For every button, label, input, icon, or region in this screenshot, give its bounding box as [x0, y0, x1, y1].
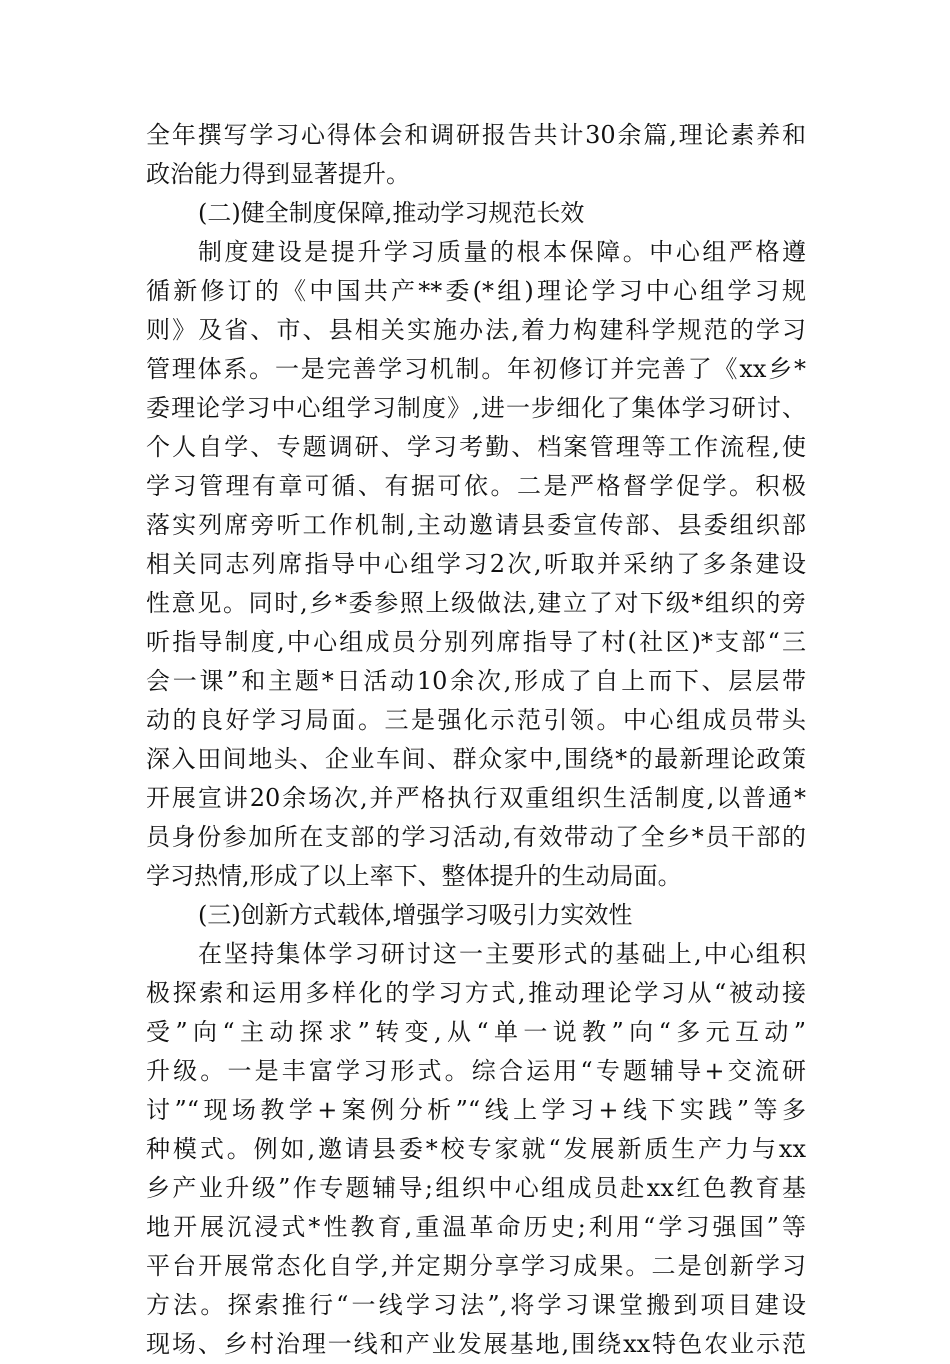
paragraph-line: 员身份参加所在支部的学习活动,有效带动了全乡*员干部的 [146, 823, 806, 851]
paragraph-line: 地开展沉浸式*性教育,重温革命历史;利用“学习强国”等 [146, 1213, 806, 1241]
paragraph-line: 现场、乡村治理一线和产业发展基地,围绕xx特色农业示范 [146, 1330, 806, 1358]
paragraph-line: 动的良好学习局面。三是强化示范引领。中心组成员带头 [146, 706, 806, 734]
paragraph-line: 学习热情,形成了以上率下、整体提升的生动局面。 [146, 862, 682, 890]
paragraph-line: 则》及省、市、县相关实施办法,着力构建科学规范的学习 [146, 316, 806, 344]
paragraph-line: 讨”“现场教学+案例分析”“线上学习+线下实践”等多 [146, 1096, 806, 1124]
paragraph-line: 制度建设是提升学习质量的根本保障。中心组严格遵 [198, 238, 806, 266]
paragraph-line: 管理体系。一是完善学习机制。年初修订并完善了《xx乡* [146, 355, 806, 383]
paragraph-line: 升级。一是丰富学习形式。综合运用“专题辅导+交流研 [146, 1057, 806, 1085]
paragraph-line: 平台开展常态化自学,并定期分享学习成果。二是创新学习 [146, 1252, 806, 1280]
paragraph-line: 种模式。例如,邀请县委*校专家就“发展新质生产力与xx [146, 1135, 806, 1163]
paragraph-line: 相关同志列席指导中心组学习2次,听取并采纳了多条建设 [146, 550, 806, 578]
paragraph-line: 政治能力得到显著提升。 [146, 160, 410, 188]
paragraph-line: 委理论学习中心组学习制度》,进一步细化了集体学习研讨、 [146, 394, 806, 422]
paragraph-line: 全年撰写学习心得体会和调研报告共计30余篇,理论素养和 [146, 121, 806, 149]
section-heading: (二)健全制度保障,推动学习规范长效 [198, 199, 585, 227]
paragraph-line: 会一课”和主题*日活动10余次,形成了自上而下、层层带 [146, 667, 806, 695]
paragraph-line: 乡产业升级”作专题辅导;组织中心组成员赴xx红色教育基 [146, 1174, 806, 1202]
paragraph-line: 极探索和运用多样化的学习方式,推动理论学习从“被动接 [146, 979, 806, 1007]
paragraph-line: 深入田间地头、企业车间、群众家中,围绕*的最新理论政策 [146, 745, 806, 773]
paragraph-line: 在坚持集体学习研讨这一主要形式的基础上,中心组积 [198, 940, 806, 968]
paragraph-line: 受”向“主动探求”转变,从“单一说教”向“多元互动” [146, 1018, 806, 1046]
paragraph-line: 循新修订的《中国共产**委(*组)理论学习中心组学习规 [146, 277, 806, 305]
paragraph-line: 性意见。同时,乡*委参照上级做法,建立了对下级*组织的旁 [146, 589, 806, 617]
section-heading: (三)创新方式载体,增强学习吸引力实效性 [198, 901, 633, 929]
paragraph-line: 落实列席旁听工作机制,主动邀请县委宣传部、县委组织部 [146, 511, 806, 539]
paragraph-line: 方法。探索推行“一线学习法”,将学习课堂搬到项目建设 [146, 1291, 806, 1319]
paragraph-line: 学习管理有章可循、有据可依。二是严格督学促学。积极 [146, 472, 806, 500]
document-body [146, 116, 806, 1364]
paragraph-line: 开展宣讲20余场次,并严格执行双重组织生活制度,以普通* [146, 784, 806, 812]
paragraph-line: 听指导制度,中心组成员分别列席指导了村(社区)*支部“三 [146, 628, 806, 656]
paragraph-line: 个人自学、专题调研、学习考勤、档案管理等工作流程,使 [146, 433, 806, 461]
